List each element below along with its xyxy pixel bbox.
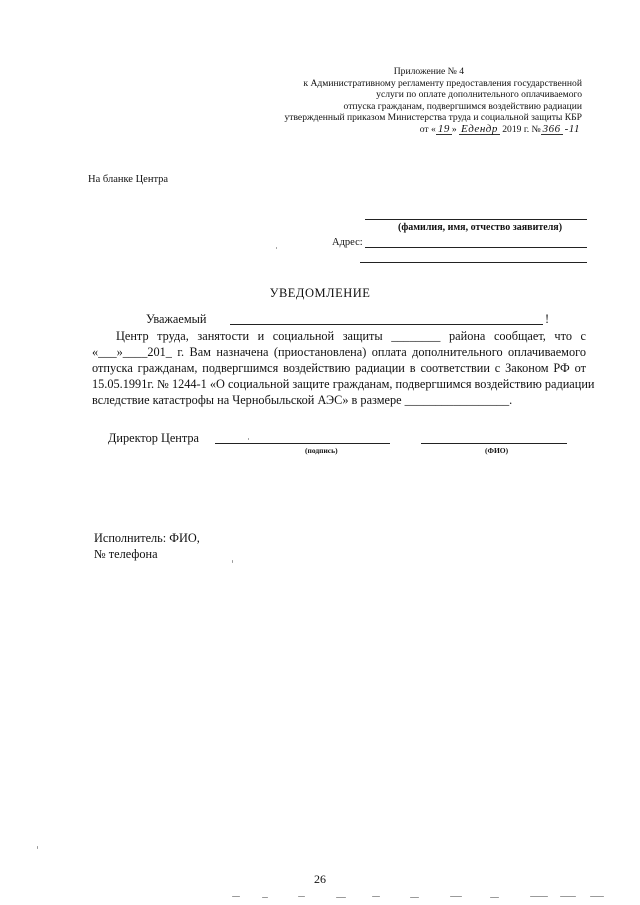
order-number-handwritten: 366: [542, 122, 561, 135]
appendix-header: [242, 66, 582, 136]
notification-body: [92, 328, 595, 408]
scan-speck: [232, 896, 240, 897]
appendix-line-4: отпуска гражданам, подвергшимся воздействию радиации: [343, 100, 582, 112]
appendix-line-3: услуги по оплате дополнительного оплачиваемого: [376, 89, 582, 101]
address-line-1: [365, 247, 587, 248]
greeting-exclamation: !: [545, 312, 550, 326]
name-line: [421, 443, 567, 444]
page-number: 26: [314, 872, 326, 886]
document-title: УВЕДОМЛЕНИЕ: [269, 286, 371, 300]
order-suffix-handwritten: -11: [564, 122, 580, 135]
executor-block: [94, 530, 200, 562]
body-line-5: вследствие катастрофы на Чернобыльской АЭС» в размере _________________.: [92, 393, 513, 407]
scan-speck: [450, 896, 462, 897]
scan-speck: [372, 896, 380, 897]
name-caption: (ФИО): [485, 446, 509, 455]
body-line-4: 15.05.1991г. № 1244-1 «О социальной защите гражданам, подвергшимся воздействию радиации: [92, 377, 595, 391]
signature-caption: (подпись): [305, 446, 338, 455]
appendix-line-2: к Административному регламенту предоставления государственной: [303, 77, 582, 89]
scan-speck: [560, 896, 576, 897]
scan-speck: [262, 897, 268, 898]
scan-speck: [336, 897, 346, 898]
executor-line-2: № телефона: [94, 547, 158, 561]
signature-line: [215, 443, 390, 444]
letterhead-note: На бланке Центра: [88, 174, 169, 185]
greeting-name-line: [230, 324, 543, 325]
date-day-handwritten: 19: [437, 122, 450, 135]
scan-speck: [37, 846, 38, 849]
applicant-caption: (фамилия, имя, отчество заявителя): [398, 222, 563, 233]
body-line-3: отпуска гражданам, подвергшимся воздействию радиации в соответствии с Законом РФ от: [92, 361, 586, 375]
scan-speck: [410, 897, 419, 898]
date-mid: »: [451, 123, 457, 135]
appendix-date-line: [242, 124, 582, 136]
address-label: Адрес:: [332, 237, 363, 248]
scan-speck: [276, 247, 277, 249]
scan-speck: [298, 896, 305, 897]
greeting-word: Уважаемый: [146, 312, 207, 326]
executor-line-1: Исполнитель: ФИО,: [94, 531, 200, 545]
scan-speck: [248, 438, 249, 440]
body-line-2: «___»____201_ г. Вам назначена (приостановлена) оплата дополнительного оплачиваемого: [92, 345, 586, 359]
scan-speck: [590, 896, 604, 897]
address-line-2: [360, 262, 587, 263]
scan-speck: [530, 896, 548, 897]
date-prefix: от «: [419, 123, 436, 135]
appendix-line-5: утвержденный приказом Министерства труда и социальной защиты КБР: [284, 112, 582, 124]
date-year: 2019 г. №: [502, 123, 541, 135]
director-label: Директор Центра: [108, 431, 200, 445]
body-line-1: Центр труда, занятости и социальной защиты ________ района сообщает, что с: [116, 329, 586, 343]
scan-speck: [490, 897, 499, 898]
date-month-handwritten: Едендр: [461, 122, 498, 135]
scan-speck: [232, 560, 233, 563]
applicant-name-line: [365, 219, 587, 220]
appendix-line-1: Приложение № 4: [393, 66, 464, 77]
